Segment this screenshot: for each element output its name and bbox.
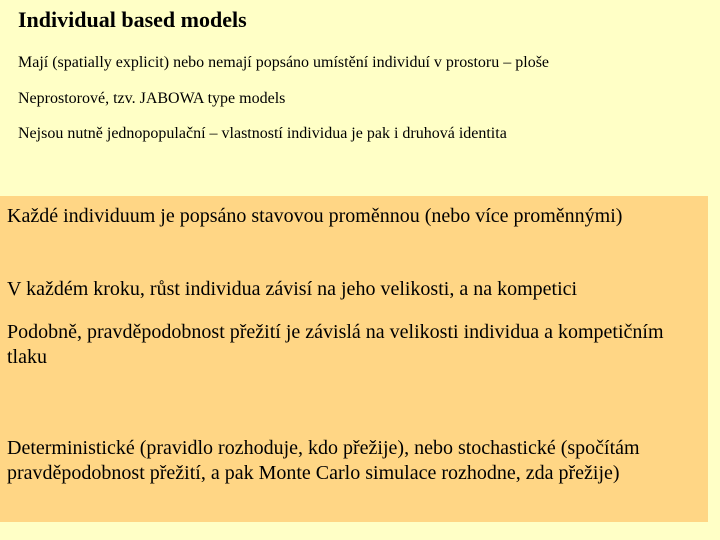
slide-title: Individual based models <box>18 7 247 32</box>
intro-line-spatial: Mají (spatially explicit) nebo nemají popsáno umístění individuí v prostoru – ploše <box>18 54 550 71</box>
paragraph-deterministic-stochastic: Deterministické (pravidlo rozhoduje, kdo přežije), nebo stochastické (spočítám pravděpodobnost přežití, a pak Monte Carlo simulace rozhodne, zda přežije) <box>7 437 640 484</box>
highlight-box <box>0 196 708 522</box>
paragraph-state-variable: Každé individuum je popsáno stavovou proměnnou (nebo více proměnnými) <box>7 205 623 227</box>
intro-line-multipopulation: Nejsou nutně jednopopulační – vlastností individua je pak i druhová identita <box>18 125 507 142</box>
paragraph-survival: Podobně, pravděpodobnost přežití je závislá na velikosti individua a kompetičním tlaku <box>7 321 664 368</box>
paragraph-growth: V každém kroku, růst individua závisí na jeho velikosti, a na kompetici <box>7 278 578 300</box>
intro-line-nonspatial: Neprostorové, tzv. JABOWA type models <box>18 90 286 107</box>
